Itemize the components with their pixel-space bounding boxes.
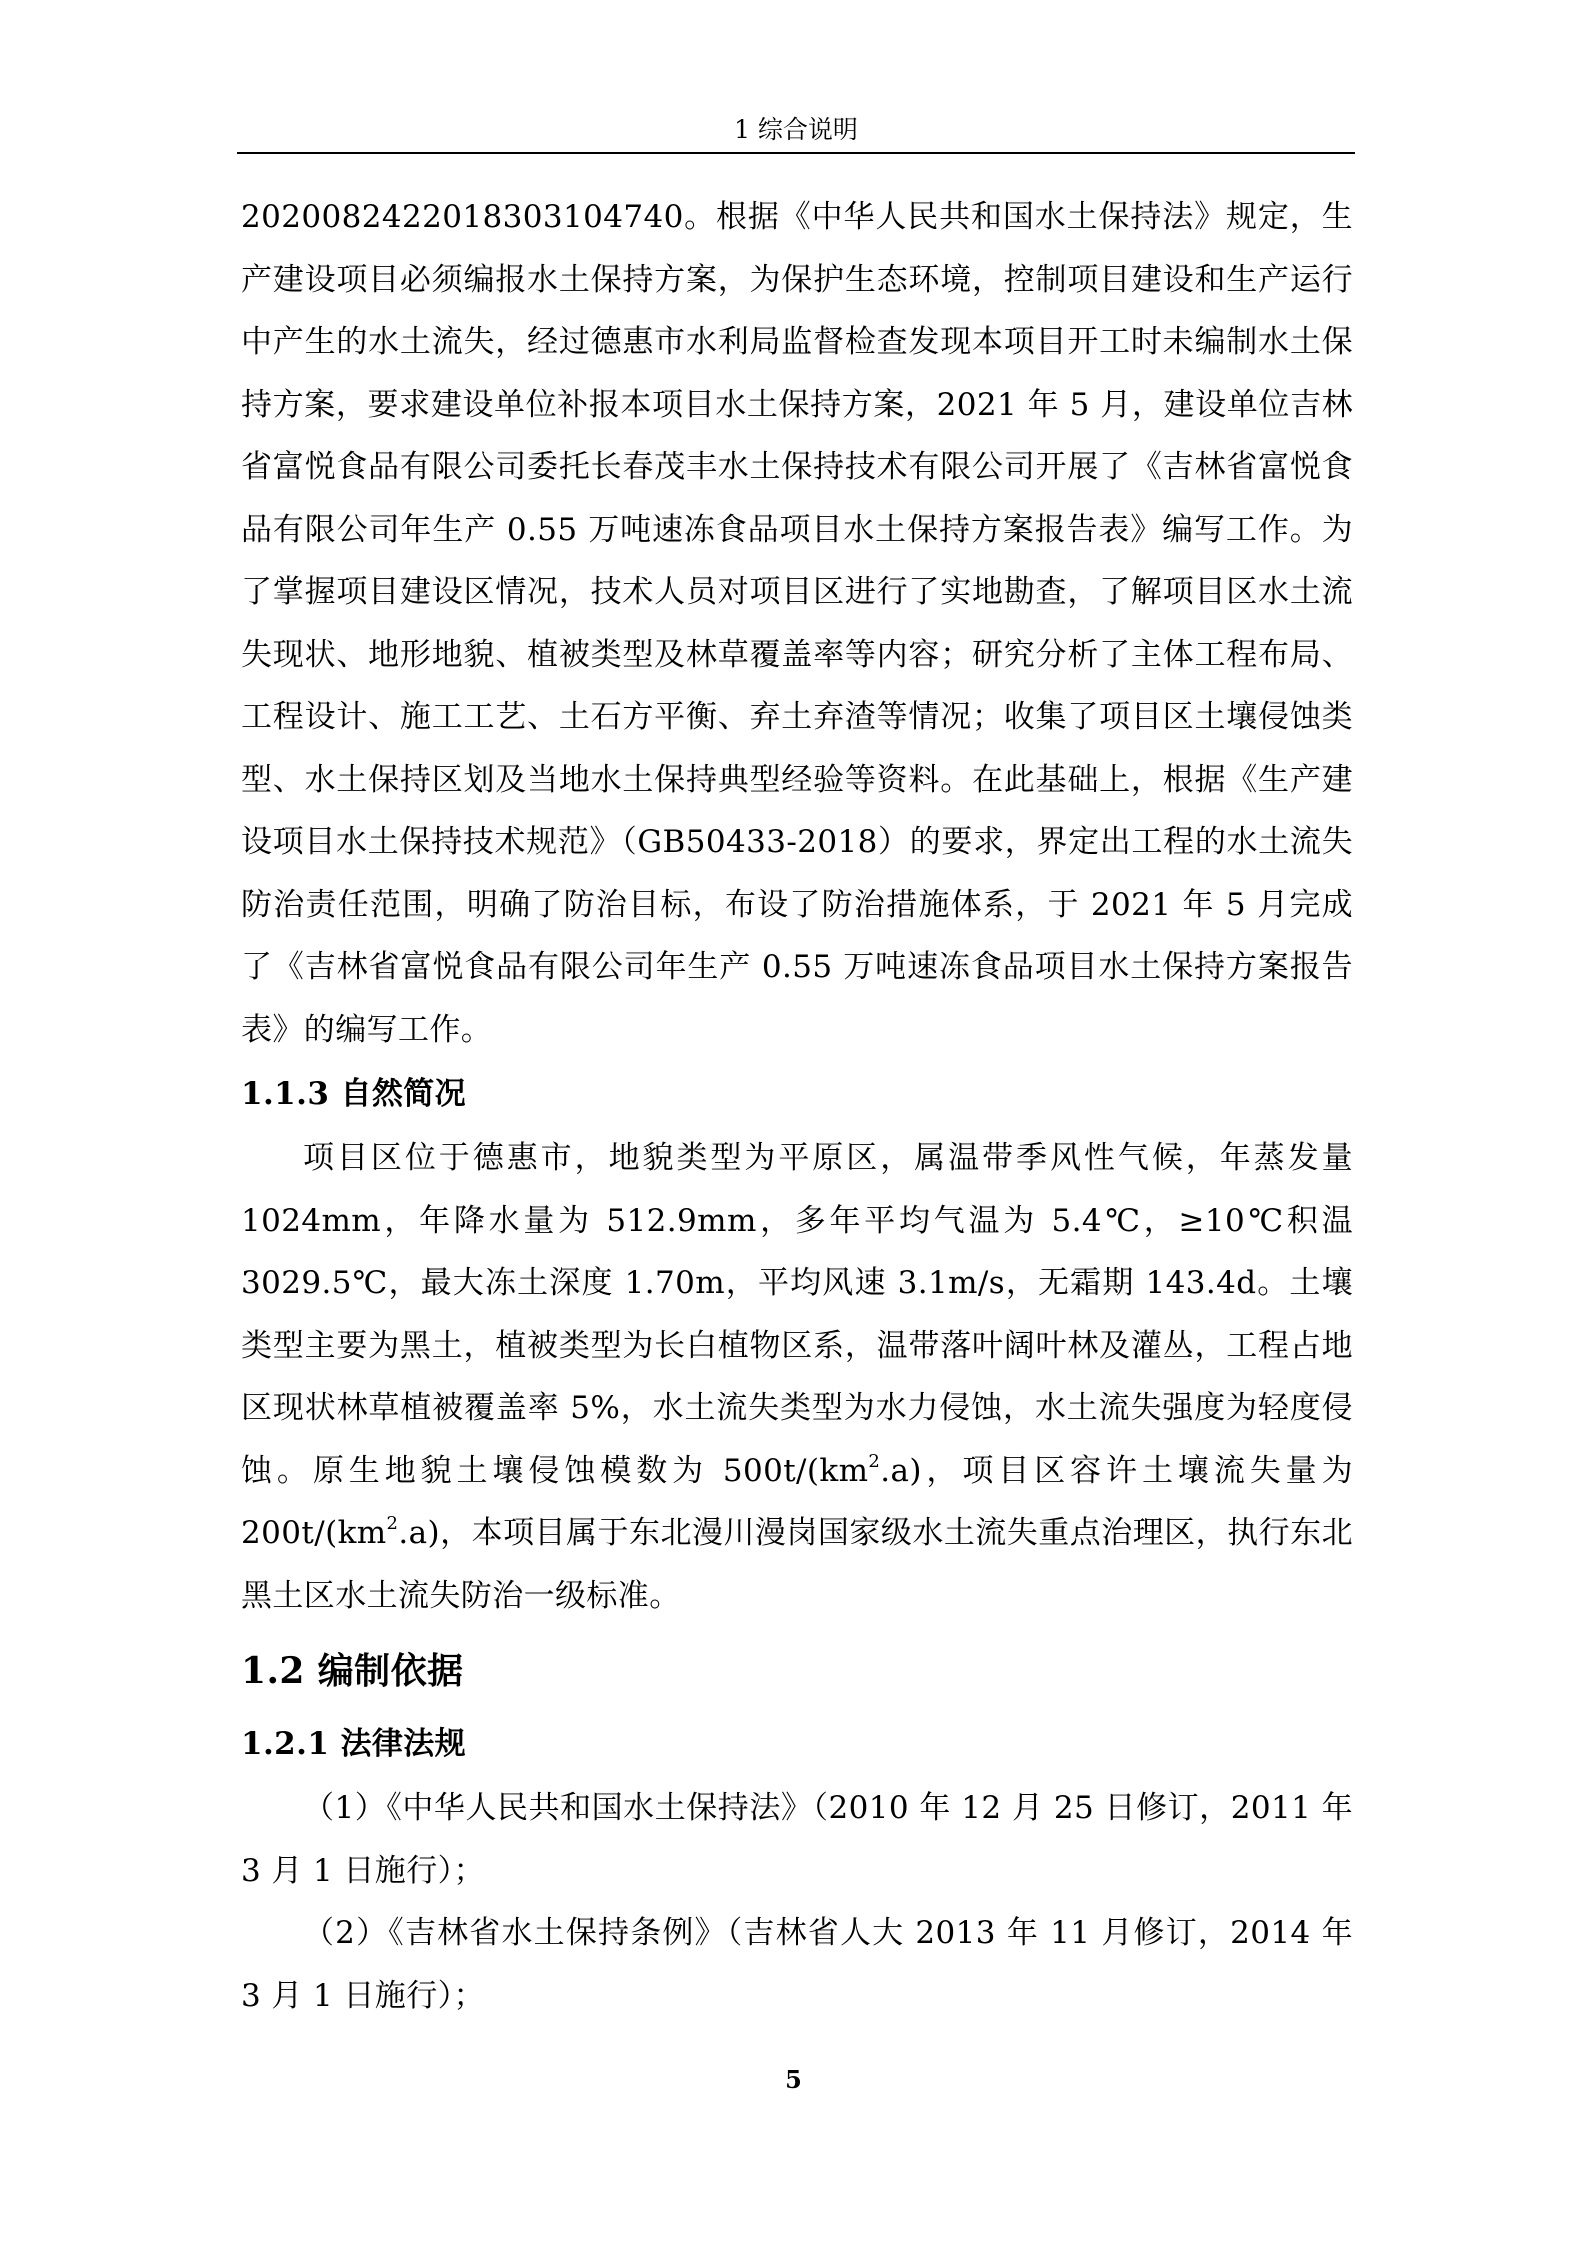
running-header: 1 综合说明 [734, 115, 858, 144]
law-item-2: （2）《吉林省水土保持条例》（吉林省人大 2013 年 11 月修订，2014 年 3 月 1 日施行）； [241, 1915, 1353, 2014]
overview-text-c: .a)，本项目属于东北漫川漫岗国家级水土流失重点治理区，执行东北黑土区水土流失防治一级标准。 [241, 1515, 1353, 1614]
overview-text-a: 项目区位于德惠市，地貌类型为平原区，属温带季风性气候，年蒸发量 1024mm，年降水量为 512.9mm，多年平均气温为 5.4℃，≥10℃积温 3029.5℃，最大冻土深度 1.70m，平均风速 3.1m/s，无霜期 143.4d。土壤类型主要为黑土，植被类型为长白植物区系，温带落叶阔叶林及灌丛，工程占地区现状林草植被覆盖率 5%，水土流失类型为水力侵蚀，水土流失强度为轻度侵蚀。原生地貌土壤侵蚀模数为 500t/(km [241, 1140, 1353, 1489]
header-rule [237, 152, 1355, 154]
superscript-a: 2 [868, 1450, 881, 1472]
page-number: 5 [785, 2065, 802, 2094]
natural-overview-paragraph [241, 1127, 1353, 1627]
section-heading-1-2-1: 1.2.1 法律法规 [241, 1726, 467, 1762]
section-heading-1-2: 1.2 编制依据 [241, 1650, 464, 1692]
intro-paragraph: 20200824220183031047​40。根据《中华人民共和国水土保持法》规定，生产建设项目必须编报水土保持方案，为保护生态环境，控制项目建设和生产运行中产生的水土流失，经过德惠市水利局监督检查发现本项目开工时未编制水土保持方案，要求建设单位补报本项目水土保持方案，2021 年 5 月，建设单位吉林省富悦食品有限公司委托长春茂丰水土保持技术有限公司开展了《吉林省富悦食品有限公司年生产 0.55 万吨速冻食品项目水土保持方案报告表》编写工作。为了掌握项目建设区情况，技术人员对项目区进行了实地勘查，了解项目区水土流失现状、地形地貌、植被类型及林草覆盖率等内容；研究分析了主体工程布局、工程设计、施工工艺、土石方平衡、弃土弃渣等情况；收集了项目区土壤侵蚀类型、水土保持区划及当地水土保持典型经验等资料。在此基础上，根据《生产建设项目水土保持技术规范》（GB50433-2018）的要求，界定出工程的水土流失防治责任范围，明确了防治目标，布设了防治措施体系，于 2021 年 5 月完成了《吉林省富悦食品有限公司年生产 0.55 万吨速冻食品项目水土保持方案报告表》的编写工作。 [241, 199, 1353, 1048]
law-item-1: （1）《中华人民共和国水土保持法》（2010 年 12 月 25 日修订，2011 年 3 月 1 日施行）； [241, 1790, 1353, 1889]
overview-text-b: .a)，项目区容许土壤流失量为 200t/(km [241, 1452, 1354, 1551]
superscript-b: 2 [386, 1513, 399, 1534]
document-body [241, 186, 1353, 2027]
section-heading-1-1-3: 1.1.3 自然简况 [241, 1076, 467, 1112]
